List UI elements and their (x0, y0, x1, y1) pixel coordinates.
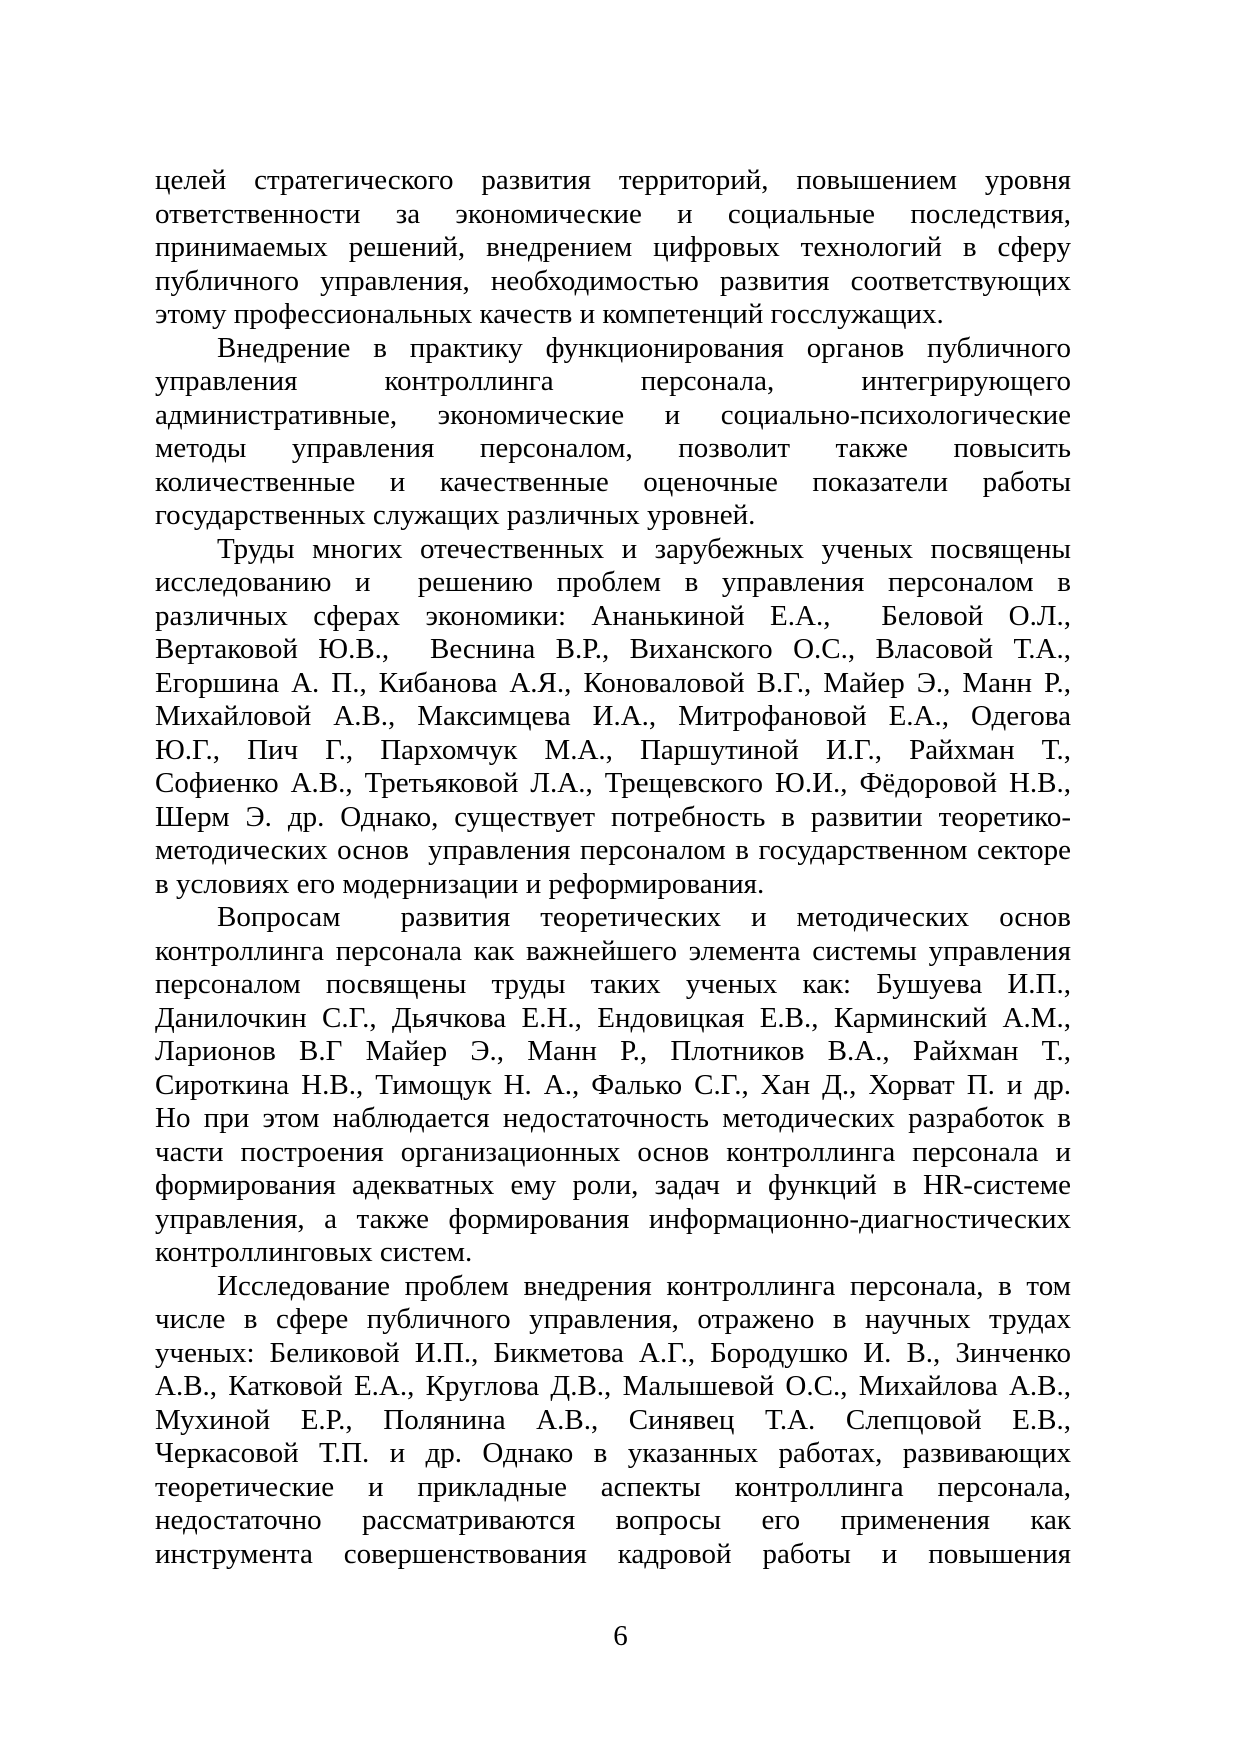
text-line: управления, а также формирования информационно-диагностических (155, 1202, 1071, 1235)
page-number: 6 (613, 1620, 628, 1652)
text-line: методы управления персоналом, позволит также повысить (155, 432, 1071, 464)
text-line: Мухиной Е.Р., Полянина А.В., Синявец Т.А. Слепцовой Е.В., (155, 1403, 1071, 1436)
text-line: Внедрение в практику функционирования органов публичного (217, 331, 1071, 364)
text-line: Шерм Э. др. Однако, существует потребность в развитии теоретико- (155, 800, 1071, 833)
text-line: недостаточно рассматриваются вопросы его применения как (155, 1504, 1071, 1536)
text-line: А.В., Катковой Е.А., Круглова Д.В., Малышевой О.С., Михайлова А.В., (155, 1370, 1071, 1402)
text-line: Труды многих отечественных и зарубежных ученых посвящены (217, 532, 1071, 565)
text-line: Егоршина А. П., Кибанова А.Я., Коноваловой В.Г., Майер Э., Манн Р., (155, 666, 1071, 699)
text-line: различных сферах экономики: Ананькиной Е.А., Беловой О.Л., (155, 599, 1071, 632)
text-line: числе в сфере публичного управления, отражено в научных трудах (155, 1303, 1071, 1335)
text-line: принимаемых решений, внедрением цифровых технологий в сферу (155, 231, 1071, 263)
text-line: формирования адекватных ему роли, задач и функций в HR-системе (155, 1169, 1071, 1201)
text-line: методических основ управления персоналом в государственном секторе (155, 834, 1071, 866)
text-line: исследованию и решению проблем в управления персоналом в (155, 566, 1071, 598)
text-line: Черкасовой Т.П. и др. Однако в указанных работах, развивающих (155, 1437, 1071, 1469)
text-line: Сироткина Н.В., Тимощук Н. А., Фалько С.Г., Хан Д., Хорват П. и др. (155, 1068, 1071, 1101)
text-line: Исследование проблем внедрения контроллинга персонала, в том (217, 1269, 1071, 1302)
text-line: в условиях его модернизации и реформирования. (155, 867, 765, 900)
text-line: управления контроллинга персонала, интегрирующего (155, 365, 1071, 397)
text-line: Но при этом наблюдается недостаточность методических разработок в (155, 1102, 1071, 1134)
text-line: этому профессиональных качеств и компетенций госслужащих. (155, 298, 944, 330)
text-line: части построения организационных основ контроллинга персонала и (155, 1135, 1071, 1168)
text-line: Михайловой А.В., Максимцева И.А., Митрофановой Е.А., Одегова (155, 700, 1071, 732)
text-line: ученых: Беликовой И.П., Бикметова А.Г., Бородушко И. В., Зинченко (155, 1336, 1071, 1369)
text-line: персоналом посвящены труды таких ученых как: Бушуева И.П., (155, 968, 1071, 1000)
text-line: Вопросам развития теоретических и методических основ (217, 901, 1071, 933)
text-line: Софиенко А.В., Третьяковой Л.А., Трещевского Ю.И., Фёдоровой Н.В., (155, 767, 1071, 799)
text-line: Данилочкин С.Г., Дьячкова Е.Н., Ендовицкая Е.В., Карминский А.М., (155, 1001, 1071, 1034)
text-line: контроллинга персонала как важнейшего элемента системы управления (155, 934, 1071, 967)
text-line: Ю.Г., Пич Г., Пархомчук М.А., Паршутиной И.Г., Райхман Т., (155, 733, 1071, 766)
text-line: теоретические и прикладные аспекты контроллинга персонала, (155, 1470, 1071, 1503)
text-line: ответственности за экономические и социальные последствия, (155, 197, 1071, 230)
text-line: Вертаковой Ю.В., Веснина В.Р., Виханского О.С., Власовой Т.А., (155, 633, 1071, 665)
text-line: административные, экономические и социально-психологические (155, 398, 1071, 431)
text-line: контроллинговых систем. (155, 1236, 473, 1268)
text-line: государственных служащих различных уровней. (155, 499, 756, 531)
text-line: публичного управления, необходимостью развития соответствующих (155, 264, 1071, 297)
text-line: Ларионов В.Г Майер Э., Манн Р., Плотников В.А., Райхман Т., (155, 1035, 1071, 1067)
document-body (155, 164, 1071, 1571)
text-line: инструмента совершенствования кадровой работы и повышения (155, 1537, 1071, 1570)
text-line: количественные и качественные оценочные показатели работы (155, 465, 1071, 498)
text-line: целей стратегического развития территорий, повышением уровня (155, 164, 1071, 196)
